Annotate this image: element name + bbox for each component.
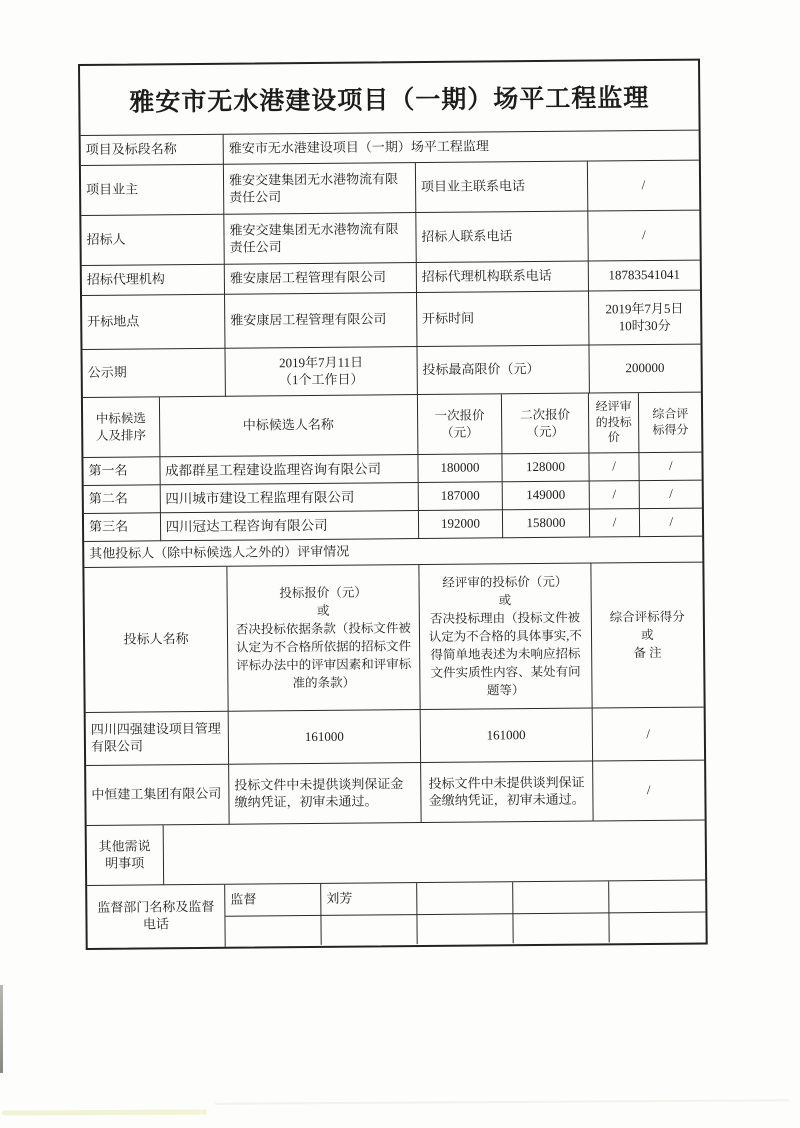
col-header-evaluated-price: 经评审 的投标 价 [589, 393, 640, 453]
candidate-second-offer: 149000 [503, 482, 590, 511]
other-bidders-header-row [84, 563, 703, 713]
other-notes-label: 其他需说 明事项 [87, 825, 164, 886]
row-value2: 200000 [589, 345, 701, 394]
supervision-row [87, 881, 706, 948]
row-value: 雅安交建集团无水港物流有限责任公司 [224, 213, 416, 265]
col-header-evaluated-or-rejection-reason: 经评审的投标价（元） 或 否决投标理由（投标文件被认定为不合格的具体事实,不得简单地表述为未响应招标文件实质性内容、某处有问题等） [419, 564, 592, 710]
bidder-evaluated: 投标文件中未提供谈判保证金缴纳凭证，初审未通过。 [421, 762, 593, 823]
supervision-line-2 [225, 913, 705, 946]
supervision-cell [513, 913, 609, 942]
supervision-cell [417, 914, 513, 943]
supervision-cell [609, 913, 705, 942]
row-label: 招标代理机构 [82, 265, 225, 296]
col-header-name: 中标候选人名称 [159, 395, 418, 457]
supervision-line-1 [225, 881, 705, 917]
supervision-cell [513, 881, 609, 914]
supervision-cell [225, 916, 321, 945]
row-label: 项目业主 [81, 165, 225, 216]
scan-smudge-artifact [2, 1109, 207, 1115]
candidate-name: 成都群星工程建设监理咨询有限公司 [160, 455, 418, 485]
other-bidder-row-2 [86, 761, 705, 826]
candidate-first-offer: 192000 [419, 510, 504, 539]
supervision-grid [225, 881, 706, 947]
bidder-evaluated: 161000 [420, 709, 592, 763]
bid-result-table [78, 59, 708, 950]
table-row-opening [82, 291, 700, 350]
candidate-score: / [640, 481, 702, 510]
candidate-name: 四川冠达工程咨询有限公司 [160, 511, 418, 541]
candidate-rank: 第一名 [83, 457, 160, 486]
candidate-score: / [640, 509, 702, 538]
col-header-score-or-remark: 综合评标得分 或 备 注 [591, 563, 704, 709]
col-header-rank: 中标候选 人及排序 [83, 397, 160, 458]
other-notes-row [87, 821, 706, 886]
col-header-offer-or-rejection-clause: 投标报价（元） 或 否决投标依据条款（投标文件被认定为不合格所依据的招标文件评标办法中的评审因素和评审标准的条款） [227, 565, 420, 712]
bidder-score: / [593, 761, 705, 822]
table-row-tenderer [81, 211, 699, 266]
candidate-evaluated-price: / [589, 453, 640, 481]
candidate-rank: 第二名 [84, 485, 161, 514]
candidate-second-offer: 128000 [503, 454, 590, 483]
supervision-label: 监督部门名称及监督 电话 [87, 885, 226, 948]
scan-edge-artifact [0, 985, 3, 1073]
row-value2: / [588, 161, 700, 212]
bidder-offer: 投标文件中未提供谈判保证金缴纳凭证，初审未通过。 [229, 763, 421, 825]
row-value: 雅安交建集团无水港物流有限责任公司 [224, 163, 416, 215]
col-header-score: 综合评 标得分 [639, 393, 701, 454]
row-value: 雅安康居工程管理有限公司 [225, 293, 417, 349]
scan-streak-artifact [215, 1099, 790, 1105]
row-value: 雅安康居工程管理有限公司 [225, 263, 417, 295]
candidate-rank: 第三名 [84, 513, 161, 542]
row-label: 开标地点 [82, 295, 226, 350]
row-label2: 项目业主联系电话 [416, 162, 588, 213]
row-label2: 招标人联系电话 [416, 212, 588, 263]
row-value2: 2019年7月5日 10时30分 [589, 291, 701, 346]
other-bidders-caption: 其他投标人（除中标候选人之外的）评审情况 [84, 537, 702, 568]
row-value: 雅安市无水港建设项目（一期）场平工程监理 [224, 131, 699, 165]
col-header-bidder-name: 投标人名称 [84, 567, 228, 713]
bidder-score: / [592, 708, 704, 762]
table-row-publicity [82, 345, 700, 398]
candidate-second-offer: 158000 [503, 510, 590, 539]
row-value2: / [588, 211, 700, 262]
other-bidder-row-1 [86, 708, 704, 766]
candidate-evaluated-price: / [589, 481, 640, 509]
supervision-cell [609, 881, 705, 914]
col-header-second-offer: 二次报价 （元） [502, 394, 589, 455]
bidder-name: 四川四强建设项目管理有限公司 [86, 712, 230, 766]
supervision-cell: 刘芳 [321, 883, 417, 916]
candidate-evaluated-price: / [590, 509, 641, 537]
row-label2: 投标最高限价（元） [417, 346, 589, 395]
supervision-cell [417, 882, 513, 915]
bidder-name: 中恒建工集团有限公司 [86, 765, 230, 826]
row-label2: 招标代理机构联系电话 [417, 262, 589, 293]
candidate-name: 四川城市建设工程监理有限公司 [160, 483, 418, 513]
candidates-header-row [83, 393, 702, 458]
row-value: 2019年7月11日 （1个工作日） [226, 347, 418, 397]
row-label: 项目及标段名称 [81, 135, 224, 166]
col-header-first-offer: 一次报价 （元） [418, 394, 503, 455]
supervision-cell [321, 915, 417, 944]
candidate-first-offer: 187000 [418, 482, 503, 511]
bidder-offer: 161000 [229, 710, 421, 765]
supervision-cell: 监督 [225, 884, 321, 917]
doc-title: 雅安市无水港建设项目（一期）场平工程监理 [80, 61, 699, 136]
candidate-first-offer: 180000 [418, 454, 503, 483]
row-label: 招标人 [81, 215, 225, 266]
table-row-owner [81, 161, 699, 216]
row-label: 公示期 [82, 349, 225, 398]
other-notes-value [163, 821, 705, 886]
row-label2: 开标时间 [417, 292, 589, 347]
candidate-score: / [640, 453, 702, 482]
row-value2: 18783541041 [588, 261, 700, 292]
